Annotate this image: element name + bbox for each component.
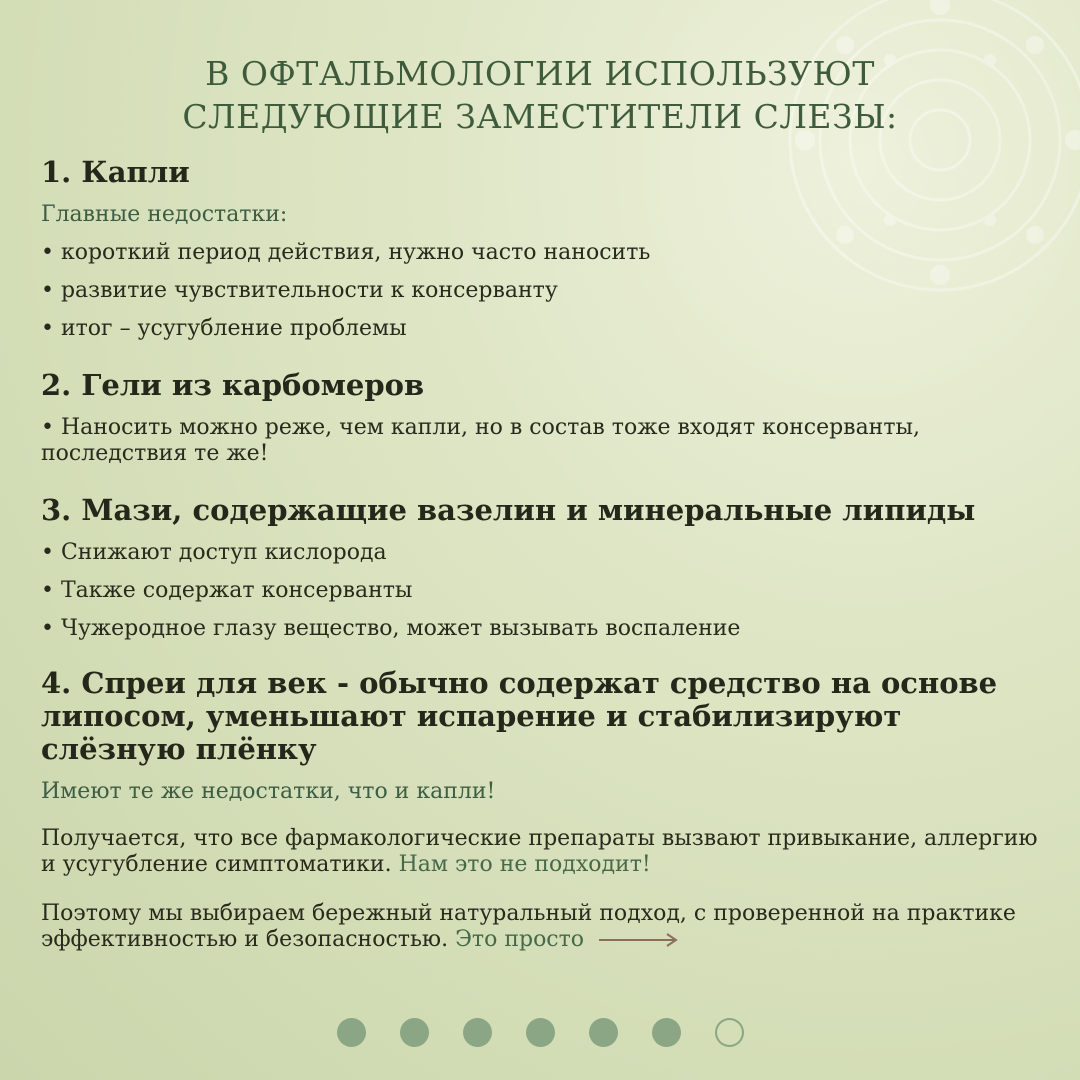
list-item: • Наносить можно реже, чем капли, но в состав тоже входят консерванты, последствия те же! (41, 415, 921, 466)
section-drops (41, 156, 1040, 342)
conclusion-text: Получается, что все фармакологические препараты вызвают привыкание, аллергию и усугубление симптоматики. (41, 826, 1038, 877)
arrow-right-icon (597, 932, 679, 948)
conclusion-accent: Нам это не подходит! (398, 852, 651, 877)
pagination-dot[interactable] (526, 1018, 555, 1047)
list-item: • Также содержат консерванты (41, 578, 413, 603)
list-item: • короткий период действия, нужно часто наносить (41, 240, 651, 265)
section-ointments (41, 494, 1040, 642)
pagination-dot[interactable] (652, 1018, 681, 1047)
section-heading: 4. Спреи для век - обычно содержат средство на основе липосом, уменьшают испарение и стабилизируют слёзную плёнку (41, 666, 998, 766)
section-carbomer-gels (41, 369, 1040, 467)
list-item: • Снижают доступ кислорода (41, 540, 387, 565)
section-subheading: Главные недостатки: (41, 202, 288, 227)
title-line-2: СЛЕДУЮЩИЕ ЗАМЕСТИТЕЛИ СЛЕЗЫ: (182, 97, 898, 136)
list-item: • развитие чувствительности к консерванту (41, 278, 558, 303)
pagination-dots (0, 1018, 1080, 1047)
list-item: • итог – усугубление проблемы (41, 316, 407, 341)
section-heading: 3. Мази, содержащие вазелин и минеральные липиды (41, 493, 976, 527)
pagination-dot-current[interactable] (715, 1018, 744, 1047)
pagination-dot[interactable] (337, 1018, 366, 1047)
section-heading: 1. Капли (41, 155, 190, 189)
cta-text: Поэтому мы выбираем бережный натуральный подход, с проверенной на практике эффективностью и безопасностью. (41, 901, 1016, 952)
page-title (0, 52, 1080, 138)
pagination-dot[interactable] (589, 1018, 618, 1047)
cta-paragraph (41, 901, 1040, 953)
pagination-dot[interactable] (463, 1018, 492, 1047)
list-item: • Чужеродное глазу вещество, может вызывать воспаление (41, 616, 741, 641)
cta-accent: Это просто (455, 927, 585, 952)
title-line-1: В ОФТАЛЬМОЛОГИИ ИСПОЛЬЗУЮТ (205, 54, 875, 93)
section-heading: 2. Гели из карбомеров (41, 368, 425, 402)
pagination-dot[interactable] (400, 1018, 429, 1047)
section-subheading: Имеют те же недостатки, что и капли! (41, 779, 496, 804)
conclusion-paragraph (41, 826, 1040, 878)
section-eyelid-sprays (41, 667, 1040, 805)
main-content (41, 156, 1040, 953)
